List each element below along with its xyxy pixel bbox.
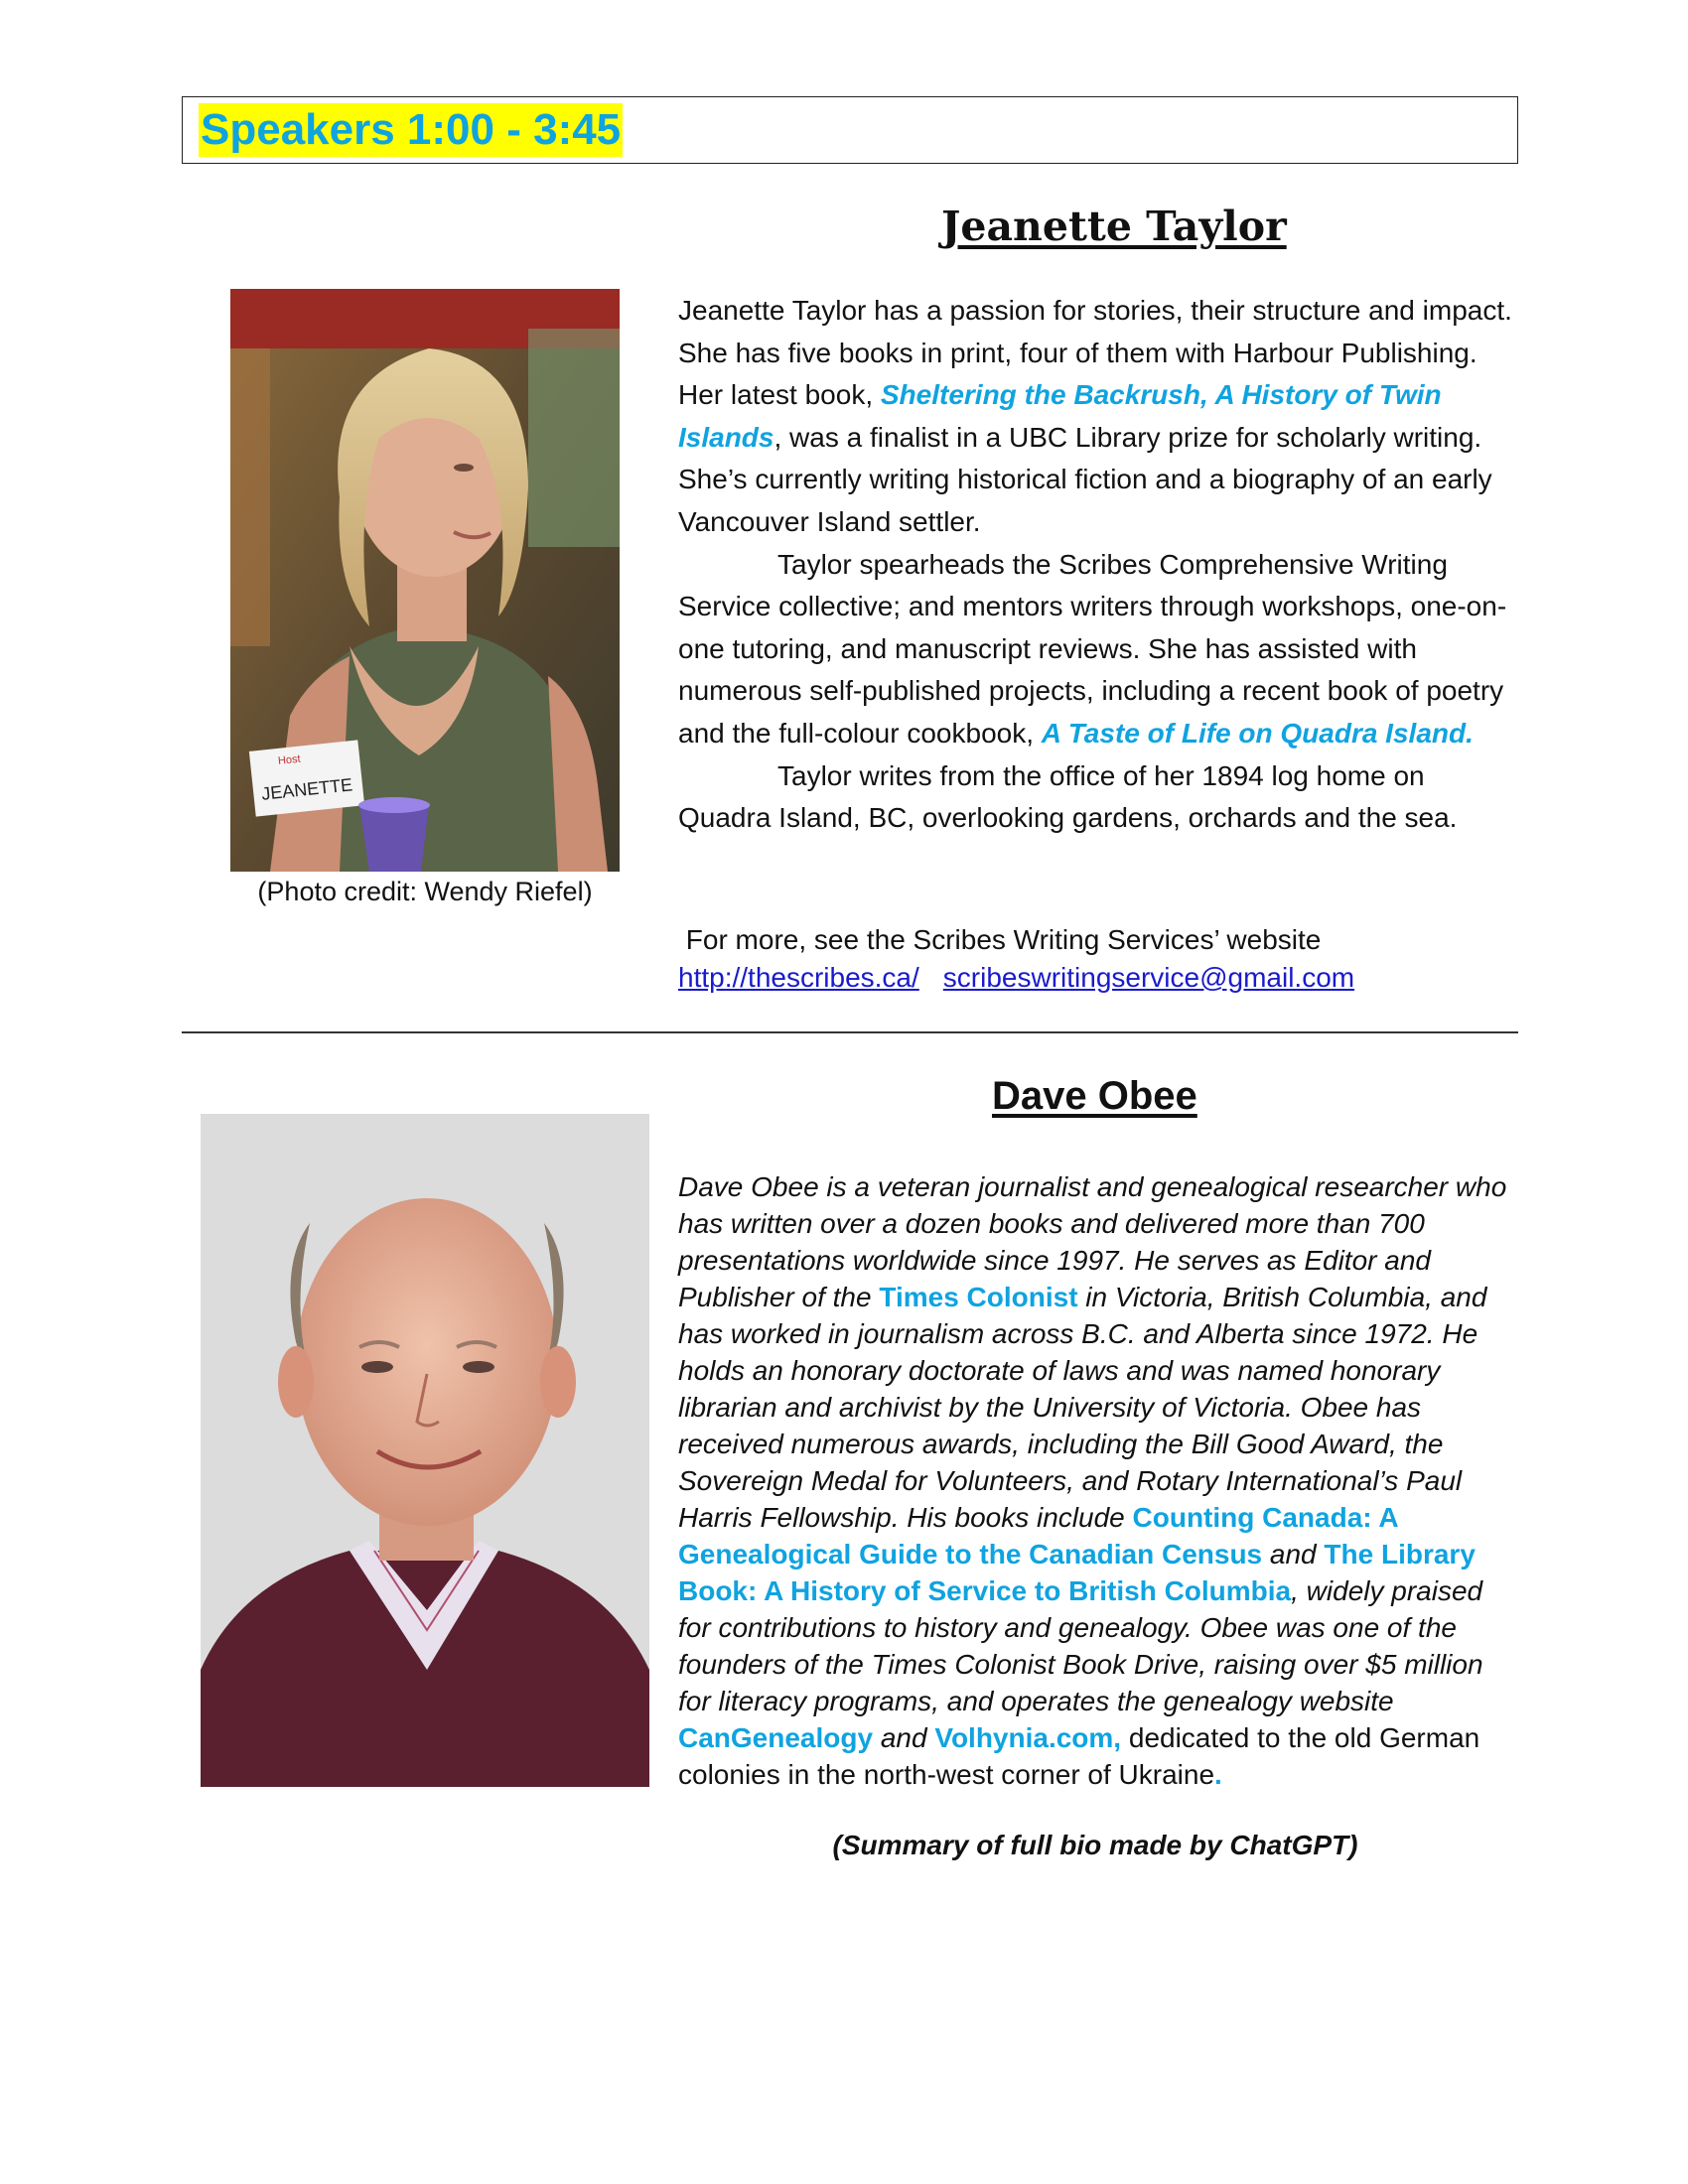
bio-text: in Victoria, British Columbia, and has worked in journalism across B.C. and Alberta since 1972. He holds an honorary doctorate of laws and was named honorary librarian and archivist by the University of Victoria. Obee has received numerous awards, including the Bill Good Award, the Sovereign Medal for Volunteers, and Rotary International’s Paul Harris Fellowship. His books include <box>678 1282 1487 1533</box>
bio-text: Taylor spearheads the Scribes Comprehensive Writing Service collective; and mentors writers through workshops, one-on-one tutoring, and manuscript reviews. She has assisted with numerous self-published projects, including a recent book of poetry and the full-colour cookbook, <box>678 548 1507 749</box>
bio-text: and <box>1262 1539 1325 1570</box>
bio-text: Jeanette Taylor has a passion for stories, their structure and impact. She has five books in print, four of them with Harbour Publishing. Her latest book, <box>678 295 1512 411</box>
book-title-sheltering: Sheltering the Backrush, A History of Twin Islands <box>678 379 1442 453</box>
book-title-taste-of-life: A Taste of Life on Quadra Island. <box>1041 717 1474 749</box>
times-colonist-highlight: Times Colonist <box>879 1282 1078 1312</box>
bio-summary-note: (Summary of full bio made by ChatGPT) <box>832 1830 1358 1860</box>
book-title-counting-canada: Counting Canada: A Genealogical Guide to the Canadian Census <box>678 1502 1398 1570</box>
photo-caption: (Photo credit: Wendy Riefel) <box>257 877 593 906</box>
bio-paragraph-1 <box>678 290 1512 544</box>
email-link[interactable]: scribeswritingservice@gmail.com <box>942 962 1355 993</box>
speaker1-name: Jeanette Taylor <box>941 203 1287 250</box>
site-volhynia: Volhynia.com, <box>934 1722 1122 1753</box>
speaker1-bio <box>678 290 1512 840</box>
speaker1-photo <box>230 289 620 872</box>
book-title-library-book: The Library Book: A History of Service to British Columbia <box>678 1539 1476 1606</box>
bio-paragraph-2 <box>678 544 1512 755</box>
section-divider <box>182 1031 1518 1033</box>
bio-text: , widely praised for contributions to history and genealogy. Obee was one of the founders of the Times Colonist Book Drive, raising over $5 million for literacy programs, and operates the genealogy website <box>678 1575 1483 1716</box>
bio-text-upright: dedicated to the old German colonies in the north-west corner of Ukraine <box>678 1722 1480 1790</box>
header-box <box>182 96 1518 164</box>
website-link[interactable]: http://thescribes.ca/ <box>678 962 919 993</box>
speaker2-bio <box>678 1168 1512 1793</box>
speaker2-photo <box>201 1114 649 1787</box>
speaker2-name: Dave Obee <box>992 1074 1197 1118</box>
bio-text: and <box>873 1722 935 1753</box>
name-tag-name-text: JEANETTE <box>260 774 353 804</box>
site-cangenealogy: CanGenealogy <box>678 1722 874 1753</box>
bio-paragraph-3: Taylor writes from the office of her 1894 log home on Quadra Island, BC, overlooking gardens, orchards and the sea. <box>678 759 1458 834</box>
bio-text: Dave Obee is a veteran journalist and genealogical researcher who has written over a dozen books and delivered more than 700 presentations worldwide since 1997. He serves as Editor and Publisher of the <box>678 1171 1507 1312</box>
more-info-text: For more, see the Scribes Writing Services’ website <box>685 924 1322 955</box>
name-tag-host-text: Host <box>277 752 302 767</box>
bio-text: , was a finalist in a UBC Library prize for scholarly writing. She’s currently writing historical fiction and a biography of an early Vancouver Island settler. <box>678 421 1492 537</box>
bio-final-period: . <box>1214 1759 1222 1790</box>
page-title: Speakers 1:00 - 3:45 <box>199 103 623 157</box>
more-info <box>678 921 1512 997</box>
